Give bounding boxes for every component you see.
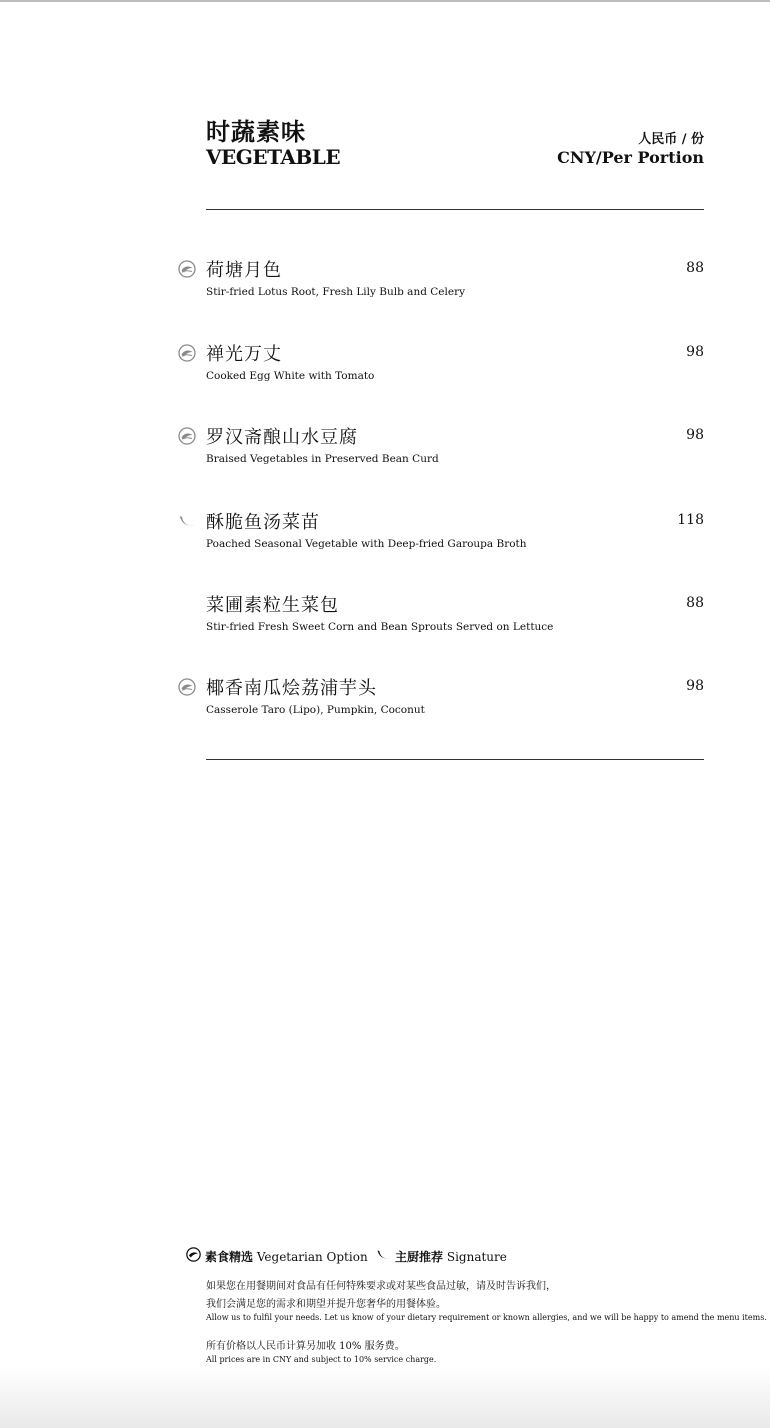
- currency-label-english: CNY/Per Portion: [557, 148, 704, 167]
- dish-price: 88: [686, 595, 704, 611]
- dish-name-english: Casserole Taro (Lipo), Pumpkin, Coconut: [206, 704, 425, 716]
- top-border: [0, 0, 770, 2]
- vegetarian-icon: [178, 678, 196, 696]
- legend-signature-en: Signature: [446, 1250, 507, 1264]
- page-bottom-shade: [0, 1368, 770, 1428]
- legend-signature: [395, 1248, 507, 1265]
- dish-name-english: Stir-fried Fresh Sweet Corn and Bean Sprouts Served on Lettuce: [206, 621, 554, 633]
- vegetarian-icon: [178, 427, 196, 445]
- footer-divider: [206, 759, 704, 760]
- vegetarian-icon: [178, 344, 196, 362]
- allergy-note-zh-line1: 如果您在用餐期间对食品有任何特殊要求或对某些食品过敏，请及时告诉我们，: [206, 1281, 556, 1292]
- legend-vegetarian: [205, 1248, 368, 1265]
- menu-item: [0, 674, 770, 724]
- legend-signature-zh: 主厨推荐: [395, 1250, 444, 1264]
- dish-price: 98: [686, 344, 704, 360]
- legend-vegetarian-zh: 素食精选: [205, 1250, 254, 1264]
- header-divider: [206, 209, 704, 210]
- dish-name-chinese: 酥脆鱼汤菜苗: [206, 512, 320, 533]
- dish-price: 118: [677, 512, 704, 528]
- menu-item: [0, 340, 770, 390]
- menu-item: [0, 423, 770, 473]
- currency-label-chinese: 人民币 / 份: [638, 132, 704, 147]
- dish-name-chinese: 椰香南瓜烩荔浦芋头: [206, 678, 377, 699]
- section-title-english: VEGETABLE: [206, 145, 341, 169]
- dish-price: 98: [686, 678, 704, 694]
- signature-legend-icon: [376, 1247, 391, 1262]
- dish-name-english: Cooked Egg White with Tomato: [206, 370, 375, 382]
- vegetarian-legend-icon: [186, 1247, 201, 1262]
- signature-icon: [178, 512, 196, 530]
- dish-name-chinese: 罗汉斋酿山水豆腐: [206, 427, 358, 448]
- dish-price: 88: [686, 260, 704, 276]
- dish-price: 98: [686, 427, 704, 443]
- menu-item: [0, 591, 770, 641]
- section-title-chinese: 时蔬素味: [206, 117, 306, 146]
- dish-name-chinese: 荷塘月色: [206, 260, 282, 281]
- dish-name-chinese: 禅光万丈: [206, 344, 282, 365]
- allergy-note-en: Allow us to fulfil your needs. Let us know of your dietary requirement or known allergies, and we will be happy to amend the menu items.: [206, 1313, 767, 1322]
- service-charge-note-zh: 所有价格以人民币计算另加收 10% 服务费。: [206, 1341, 405, 1352]
- legend-vegetarian-en: Vegetarian Option: [256, 1250, 368, 1264]
- vegetarian-icon: [178, 260, 196, 278]
- service-charge-note-en: All prices are in CNY and subject to 10% service charge.: [206, 1355, 437, 1364]
- menu-item: [0, 508, 770, 558]
- allergy-note-zh-line2: 我们会满足您的需求和期望并提升您奢华的用餐体验。: [206, 1299, 446, 1310]
- dish-name-chinese: 菜圃素粒生菜包: [206, 595, 339, 616]
- dish-name-english: Poached Seasonal Vegetable with Deep-fried Garoupa Broth: [206, 538, 527, 550]
- dish-name-english: Stir-fried Lotus Root, Fresh Lily Bulb and Celery: [206, 286, 466, 298]
- dish-name-english: Braised Vegetables in Preserved Bean Curd: [206, 453, 439, 465]
- menu-item: [0, 256, 770, 306]
